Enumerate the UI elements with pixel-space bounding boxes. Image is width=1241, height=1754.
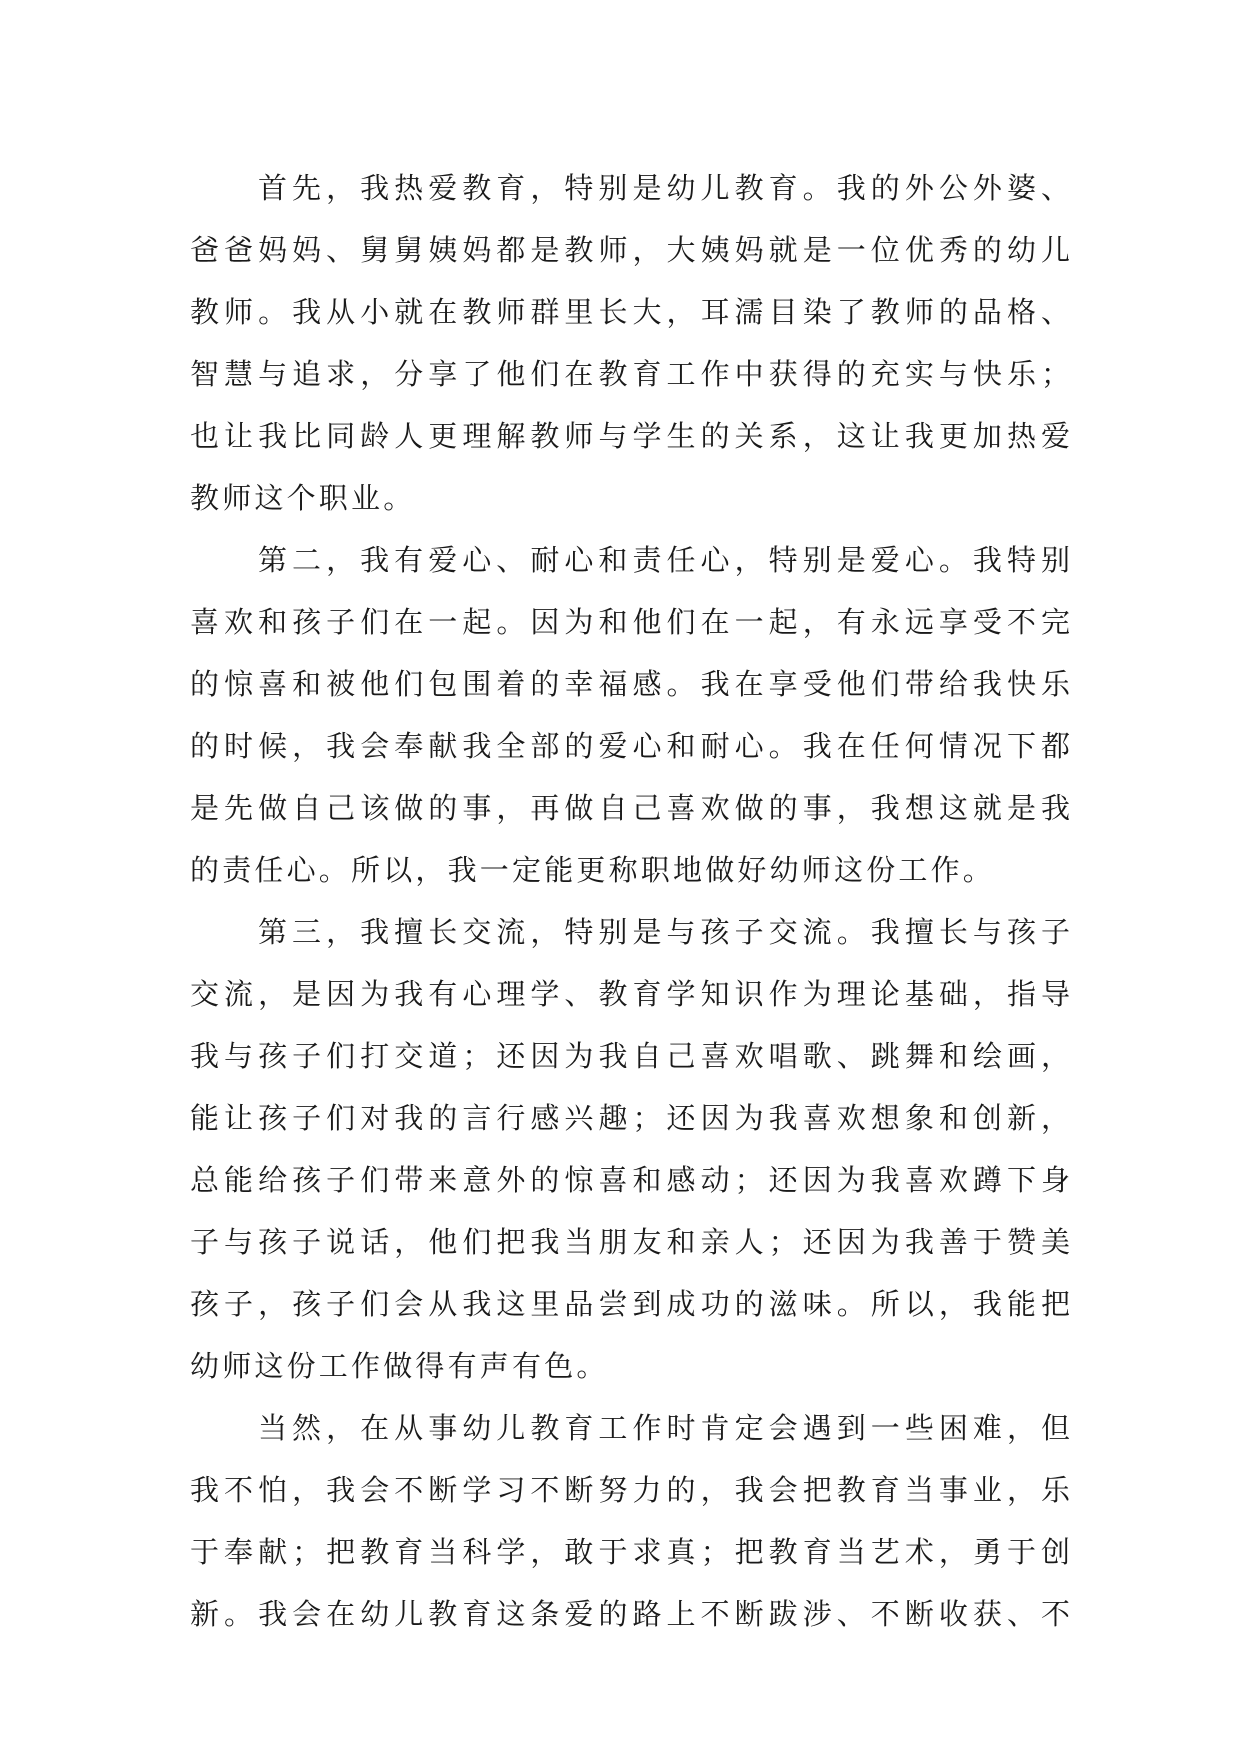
document-body: [190, 157, 1070, 1645]
paragraph-line: 教师。我从小就在教师群里长大，耳濡目染了教师的品格、: [190, 295, 1070, 329]
paragraph-line: 爸爸妈妈、舅舅姨妈都是教师，大姨妈就是一位优秀的幼儿: [190, 233, 1070, 267]
paragraph-line: 的惊喜和被他们包围着的幸福感。我在享受他们带给我快乐: [190, 667, 1070, 701]
paragraph-line: 也让我比同龄人更理解教师与学生的关系，这让我更加热爱: [190, 419, 1070, 453]
paragraph-line: 教师这个职业。: [190, 481, 416, 515]
paragraph-line: 能让孩子们对我的言行感兴趣；还因为我喜欢想象和创新，: [190, 1101, 1070, 1135]
paragraph-line: 幼师这份工作做得有声有色。: [190, 1349, 609, 1383]
paragraph-line: 是先做自己该做的事，再做自己喜欢做的事，我想这就是我: [190, 791, 1070, 825]
paragraph-line: 交流，是因为我有心理学、教育学知识作为理论基础，指导: [190, 977, 1070, 1011]
paragraph-3: [190, 901, 1070, 1397]
paragraph-line: 总能给孩子们带来意外的惊喜和感动；还因为我喜欢蹲下身: [190, 1163, 1070, 1197]
paragraph-1: [190, 157, 1070, 529]
paragraph-4: [190, 1397, 1070, 1645]
paragraph-line: 的时候，我会奉献我全部的爱心和耐心。我在任何情况下都: [190, 729, 1070, 763]
paragraph-line: 智慧与追求，分享了他们在教育工作中获得的充实与快乐；: [190, 357, 1070, 391]
paragraph-line: 于奉献；把教育当科学，敢于求真；把教育当艺术，勇于创: [190, 1535, 1070, 1569]
paragraph-line: 首先，我热爱教育，特别是幼儿教育。我的外公外婆、: [258, 171, 1070, 205]
paragraph-line: 新。我会在幼儿教育这条爱的路上不断跋涉、不断收获、不: [190, 1597, 1070, 1631]
paragraph-line: 喜欢和孩子们在一起。因为和他们在一起，有永远享受不完: [190, 605, 1070, 639]
paragraph-line: 子与孩子说话，他们把我当朋友和亲人；还因为我善于赞美: [190, 1225, 1070, 1259]
paragraph-line: 我不怕，我会不断学习不断努力的，我会把教育当事业，乐: [190, 1473, 1070, 1507]
paragraph-2: [190, 529, 1070, 901]
paragraph-line: 的责任心。所以，我一定能更称职地做好幼师这份工作。: [190, 853, 996, 887]
paragraph-line: 第三，我擅长交流，特别是与孩子交流。我擅长与孩子: [258, 915, 1070, 949]
paragraph-line: 当然，在从事幼儿教育工作时肯定会遇到一些困难，但: [258, 1411, 1070, 1445]
paragraph-line: 孩子，孩子们会从我这里品尝到成功的滋味。所以，我能把: [190, 1287, 1070, 1321]
paragraph-line: 我与孩子们打交道；还因为我自己喜欢唱歌、跳舞和绘画，: [190, 1039, 1070, 1073]
paragraph-line: 第二，我有爱心、耐心和责任心，特别是爱心。我特别: [258, 543, 1070, 577]
